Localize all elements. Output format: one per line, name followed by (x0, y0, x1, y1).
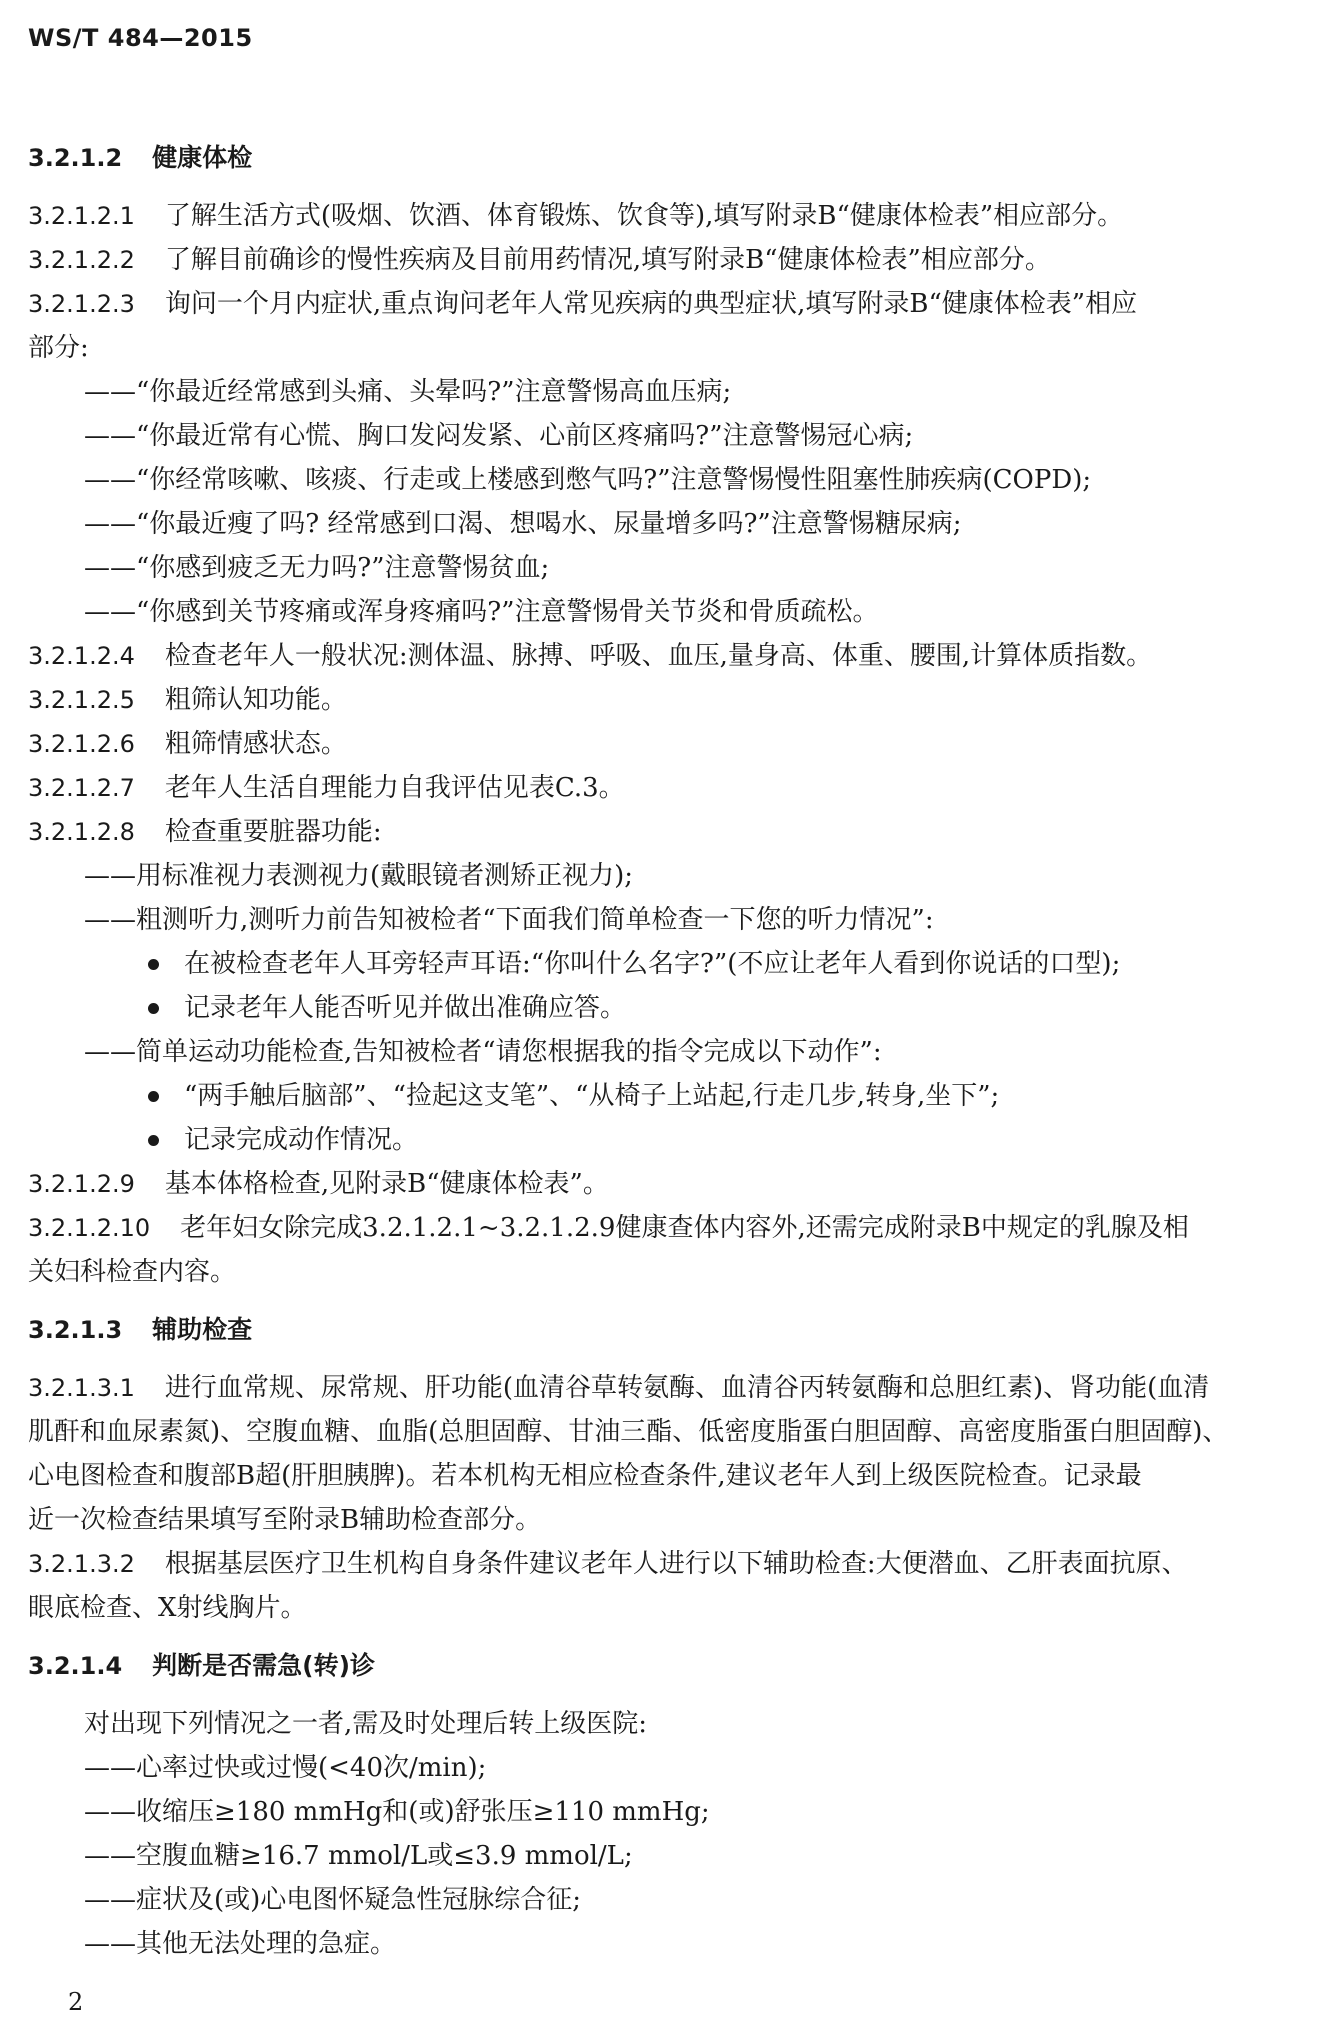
organ-item-motor: ——简单运动功能检查,告知被检者“请您根据我的指令完成以下动作”: (84, 1037, 882, 1067)
bullet-item (28, 942, 1318, 986)
referral-intro: 对出现下列情况之一者,需及时处理后转上级医院: (84, 1709, 648, 1739)
clause-text: 询问一个月内症状,重点询问老年人常见疾病的典型症状,填写附录B“健康体检表”相应 (164, 289, 1138, 319)
bullet-item (28, 986, 1318, 1030)
section-number: 3.2.1.2 (28, 144, 123, 172)
clause-number: 3.2.1.2.6 (28, 730, 135, 758)
clause-number: 3.2.1.2.5 (28, 686, 135, 714)
bullet-text: “两手触后脑部”、“捡起这支笔”、“从椅子上站起,行走几步,转身,坐下”; (184, 1081, 1000, 1111)
clause-text: 检查老年人一般状况:测体温、脉搏、呼吸、血压,量身高、体重、腰围,计算体质指数。 (164, 641, 1153, 671)
bullet-text: 记录老年人能否听见并做出准确应答。 (184, 993, 627, 1023)
section-number: 3.2.1.4 (28, 1652, 123, 1680)
clause-number: 3.2.1.2.7 (28, 774, 135, 802)
bullet-icon (148, 1091, 159, 1102)
clause-number: 3.2.1.2.9 (28, 1170, 135, 1198)
clause-number: 3.2.1.2.4 (28, 642, 135, 670)
clause-text: 检查重要脏器功能: (164, 817, 382, 847)
symptom-question-2: ——“你最近常有心慌、胸口发闷发紧、心前区疼痛吗?”注意警惕冠心病; (84, 421, 914, 451)
clause-number: 3.2.1.2.1 (28, 202, 135, 230)
clause-text: 了解生活方式(吸烟、饮酒、体育锻炼、饮食等),填写附录B“健康体检表”相应部分。 (164, 201, 1124, 231)
clause-text: 老年妇女除完成3.2.1.2.1~3.2.1.2.9健康查体内容外,还需完成附录B中规定的乳腺及相 (180, 1213, 1189, 1243)
section-title: 判断是否需急(转)诊 (152, 1651, 376, 1680)
clause-3-2-1-2-3 (28, 282, 1318, 326)
section-health-exam-heading (28, 136, 1318, 180)
document-body (28, 122, 1318, 1966)
clause-text: 根据基层医疗卫生机构自身条件建议老年人进行以下辅助检查:大便潜血、乙肝表面抗原、 (164, 1549, 1188, 1579)
organ-item-vision: ——用标准视力表测视力(戴眼镜者测矫正视力); (84, 861, 634, 891)
clause-3-2-1-2-4 (28, 634, 1318, 678)
clause-text: 基本体格检查,见附录B“健康体检表”。 (164, 1169, 609, 1199)
referral-item: ——心率过快或过慢(<40次/min); (84, 1753, 487, 1783)
bullet-item (28, 1074, 1318, 1118)
clause-3-2-1-2-3-cont: 部分: (28, 333, 89, 363)
organ-item-hearing: ——粗测听力,测听力前告知被检者“下面我们简单检查一下您的听力情况”: (84, 905, 934, 935)
clause-3-2-1-2-8 (28, 810, 1318, 854)
clause-text: 粗筛情感状态。 (164, 729, 347, 759)
section-referral-heading (28, 1644, 1318, 1688)
referral-item: ——收缩压≥180 mmHg和(或)舒张压≥110 mmHg; (84, 1797, 710, 1827)
bullet-text: 记录完成动作情况。 (184, 1125, 419, 1155)
clause-3-2-1-2-9 (28, 1162, 1318, 1206)
bullet-icon (148, 959, 159, 970)
clause-3-2-1-2-6 (28, 722, 1318, 766)
symptom-question-4: ——“你最近瘦了吗? 经常感到口渴、想喝水、尿量增多吗?”注意警惕糖尿病; (84, 509, 962, 539)
section-aux-exam-heading (28, 1308, 1318, 1352)
symptom-question-5: ——“你感到疲乏无力吗?”注意警惕贫血; (84, 553, 550, 583)
symptom-question-1: ——“你最近经常感到头痛、头晕吗?”注意警惕高血压病; (84, 377, 732, 407)
symptom-question-6: ——“你感到关节疼痛或浑身疼痛吗?”注意警惕骨关节炎和骨质疏松。 (84, 597, 879, 627)
standard-number: WS/T 484—2015 (28, 24, 253, 52)
clause-3-2-1-2-7 (28, 766, 1318, 810)
bullet-icon (148, 1003, 159, 1014)
symptom-question-3: ——“你经常咳嗽、咳痰、行走或上楼感到憋气吗?”注意警惕慢性阻塞性肺疾病(COPD); (84, 465, 1092, 495)
clause-text: 老年人生活自理能力自我评估见表C.3。 (164, 773, 625, 803)
clause-number: 3.2.1.2.10 (28, 1214, 151, 1242)
clause-3-2-1-3-1-cont: 心电图检查和腹部B超(肝胆胰脾)。若本机构无相应检查条件,建议老年人到上级医院检查。记录最 (28, 1461, 1142, 1491)
clause-number: 3.2.1.3.1 (28, 1374, 135, 1402)
clause-number: 3.2.1.2.8 (28, 818, 135, 846)
clause-number: 3.2.1.2.2 (28, 246, 135, 274)
clause-3-2-1-2-1 (28, 194, 1318, 238)
referral-item: ——其他无法处理的急症。 (84, 1929, 397, 1959)
bullet-item (28, 1118, 1318, 1162)
clause-3-2-1-3-2 (28, 1542, 1318, 1586)
referral-item: ——症状及(或)心电图怀疑急性冠脉综合征; (84, 1885, 582, 1915)
clause-3-2-1-3-1 (28, 1366, 1318, 1410)
clause-3-2-1-2-10 (28, 1206, 1318, 1250)
clause-number: 3.2.1.2.3 (28, 290, 135, 318)
clause-number: 3.2.1.3.2 (28, 1550, 135, 1578)
clause-3-2-1-2-5 (28, 678, 1318, 722)
clause-3-2-1-3-2-cont: 眼底检查、X射线胸片。 (28, 1593, 307, 1623)
clause-text: 粗筛认知功能。 (164, 685, 347, 715)
clause-3-2-1-3-1-cont: 肌酐和血尿素氮)、空腹血糖、血脂(总胆固醇、甘油三酯、低密度脂蛋白胆固醇、高密度脂蛋白胆固醇)、 (28, 1417, 1229, 1447)
section-number: 3.2.1.3 (28, 1316, 123, 1344)
page-number: 2 (68, 1988, 84, 2016)
bullet-text: 在被检查老年人耳旁轻声耳语:“你叫什么名字?”(不应让老年人看到你说话的口型); (184, 949, 1121, 979)
clause-3-2-1-2-2 (28, 238, 1318, 282)
clause-text: 进行血常规、尿常规、肝功能(血清谷草转氨酶、血清谷丙转氨酶和总胆红素)、肾功能(血清 (164, 1373, 1210, 1403)
clause-text: 了解目前确诊的慢性疾病及目前用药情况,填写附录B“健康体检表”相应部分。 (164, 245, 1051, 275)
clause-3-2-1-2-10-cont: 关妇科检查内容。 (28, 1257, 237, 1287)
bullet-icon (148, 1135, 159, 1146)
clause-3-2-1-3-1-cont: 近一次检查结果填写至附录B辅助检查部分。 (28, 1505, 542, 1535)
section-title: 辅助检查 (152, 1315, 253, 1344)
referral-item: ——空腹血糖≥16.7 mmol/L或≤3.9 mmol/L; (84, 1841, 633, 1871)
section-title: 健康体检 (152, 143, 253, 172)
